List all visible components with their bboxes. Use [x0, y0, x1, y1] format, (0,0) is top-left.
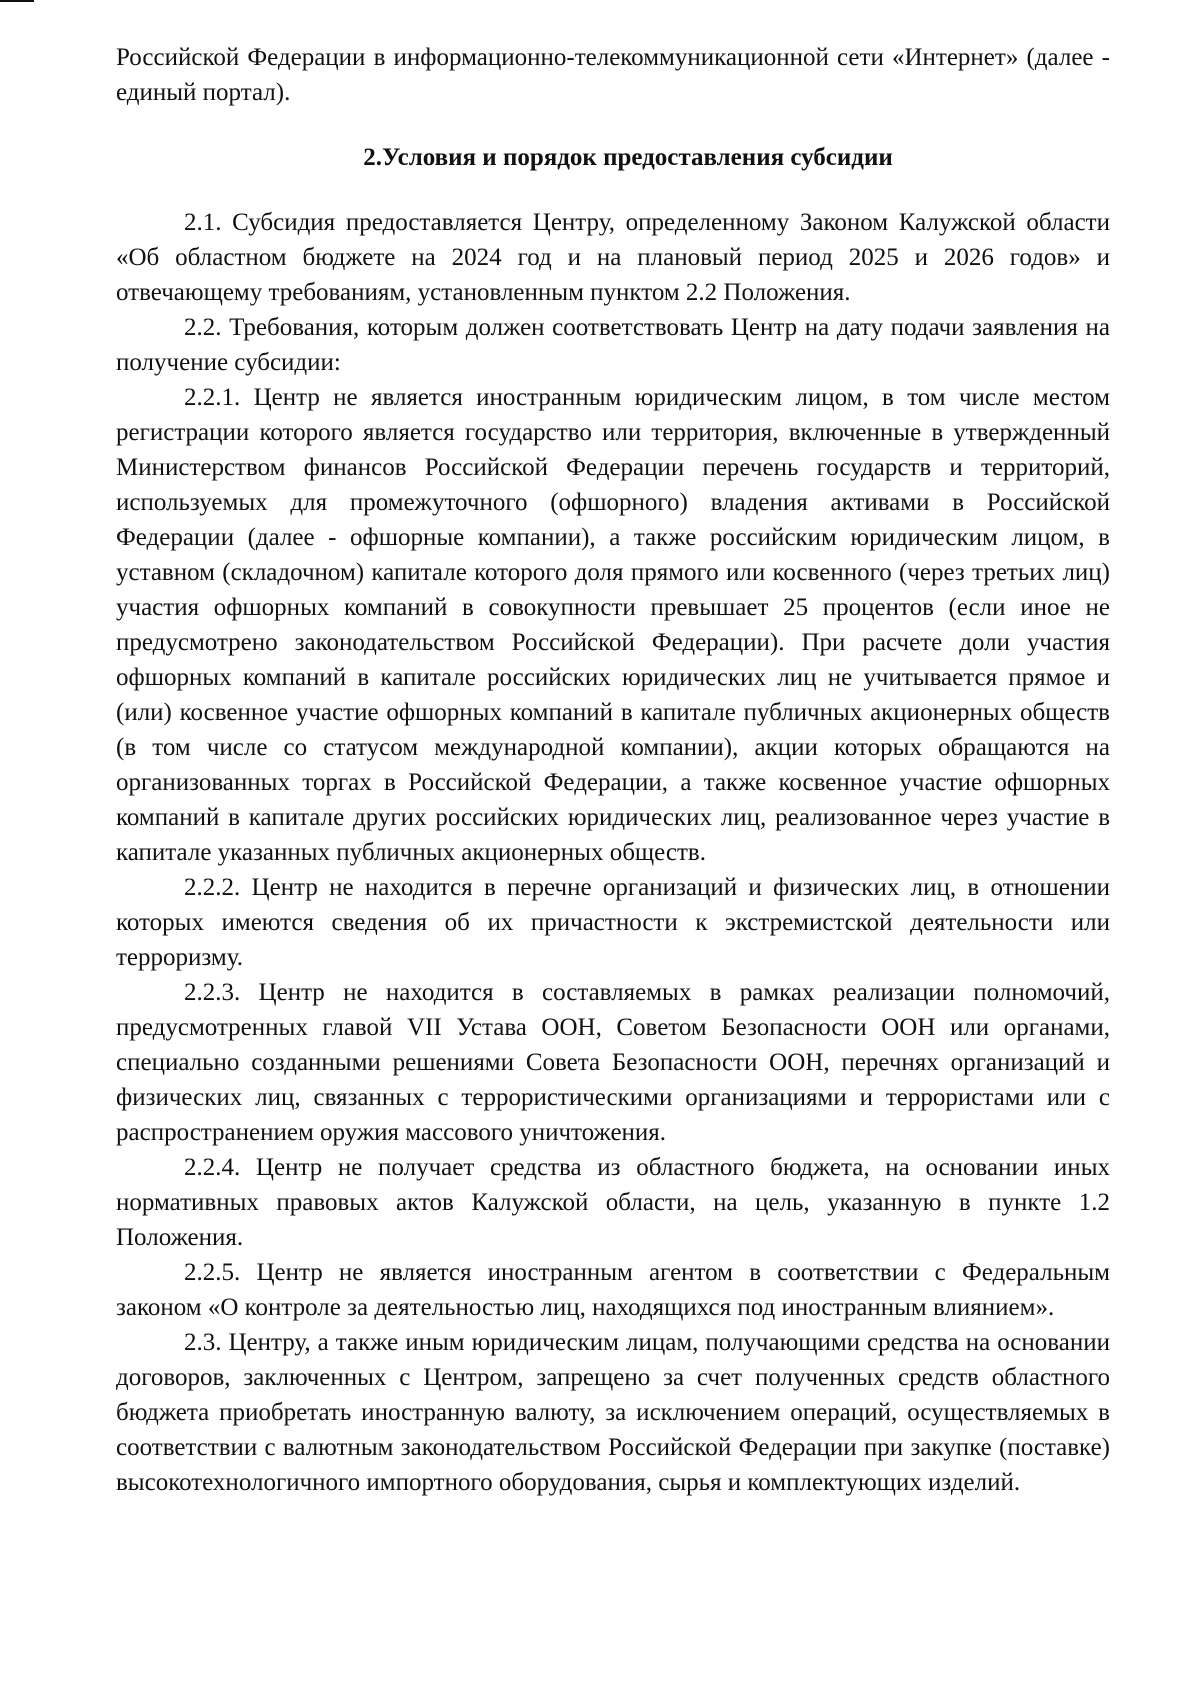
- paragraph-2-2-5: 2.2.5. Центр не является иностранным агентом в соответствии с Федеральным законом «О контроле за деятельностью лиц, находящихся под иностранным влиянием».: [116, 1259, 1110, 1321]
- document-body: [116, 40, 1110, 1500]
- paragraph-2-2-3: 2.2.3. Центр не находится в составляемых в рамках реализации полномочий, предусмотренных главой VII Устава ООН, Советом Безопасности ООН или органами, специально созданными решениями Совета Безопасности ООН, перечнях организаций и физических лиц, связанных с террористическими организациями и террористами или с распространением оружия массового уничтожения.: [116, 979, 1110, 1146]
- paragraph-2-3: 2.3. Центру, а также иным юридическим лицам, получающими средства на основании договоров, заключенных с Центром, запрещено за счет полученных средств областного бюджета приобретать иностранную валюту, за исключением операций, осуществляемых в соответствии с валютным законодательством Российской Федерации при закупке (поставке) высокотехнологичного импортного оборудования, сырья и комплектующих изделий.: [116, 1329, 1110, 1496]
- scan-edge-mark: [0, 0, 34, 2]
- paragraph-2-2: 2.2. Требования, которым должен соответствовать Центр на дату подачи заявления на получение субсидии:: [116, 314, 1110, 376]
- continuation-paragraph: Российской Федерации в информационно-телекоммуникационной сети «Интернет» (далее - единый портал).: [116, 44, 1110, 106]
- paragraph-2-2-4: 2.2.4. Центр не получает средства из областного бюджета, на основании иных нормативных правовых актов Калужской области, на цель, указанную в пункте 1.2 Положения.: [116, 1154, 1110, 1251]
- paragraph-2-2-1: 2.2.1. Центр не является иностранным юридическим лицом, в том числе местом регистрации которого является государство или территория, включенные в утвержденный Министерством финансов Российской Федерации перечень государств и территорий, используемых для промежуточного (офшорного) владения активами в Российской Федерации (далее - офшорные компании), а также российским юридическим лицом, в уставном (складочном) капитале которого доля прямого или косвенного (через третьих лиц) участия офшорных компаний в совокупности превышает 25 процентов (если иное не предусмотрено законодательством Российской Федерации). При расчете доли участия офшорных компаний в капитале российских юридических лиц не учитывается прямое и (или) косвенное участие офшорных компаний в капитале публичных акционерных обществ (в том числе со статусом международной компании), акции которых обращаются на организованных торгах в Российской Федерации, а также косвенное участие офшорных компаний в капитале других российских юридических лиц, реализованное через участие в капитале указанных публичных акционерных обществ.: [116, 384, 1110, 866]
- paragraph-2-1: 2.1. Субсидия предоставляется Центру, определенному Законом Калужской области «Об областном бюджете на 2024 год и на плановый период 2025 и 2026 годов» и отвечающему требованиям, установленным пунктом 2.2 Положения.: [116, 209, 1110, 306]
- paragraph-2-2-2: 2.2.2. Центр не находится в перечне организаций и физических лиц, в отношении которых имеются сведения об их причастности к экстремистской деятельности или терроризму.: [116, 874, 1110, 971]
- section-heading: 2.Условия и порядок предоставления субсидии: [363, 144, 893, 171]
